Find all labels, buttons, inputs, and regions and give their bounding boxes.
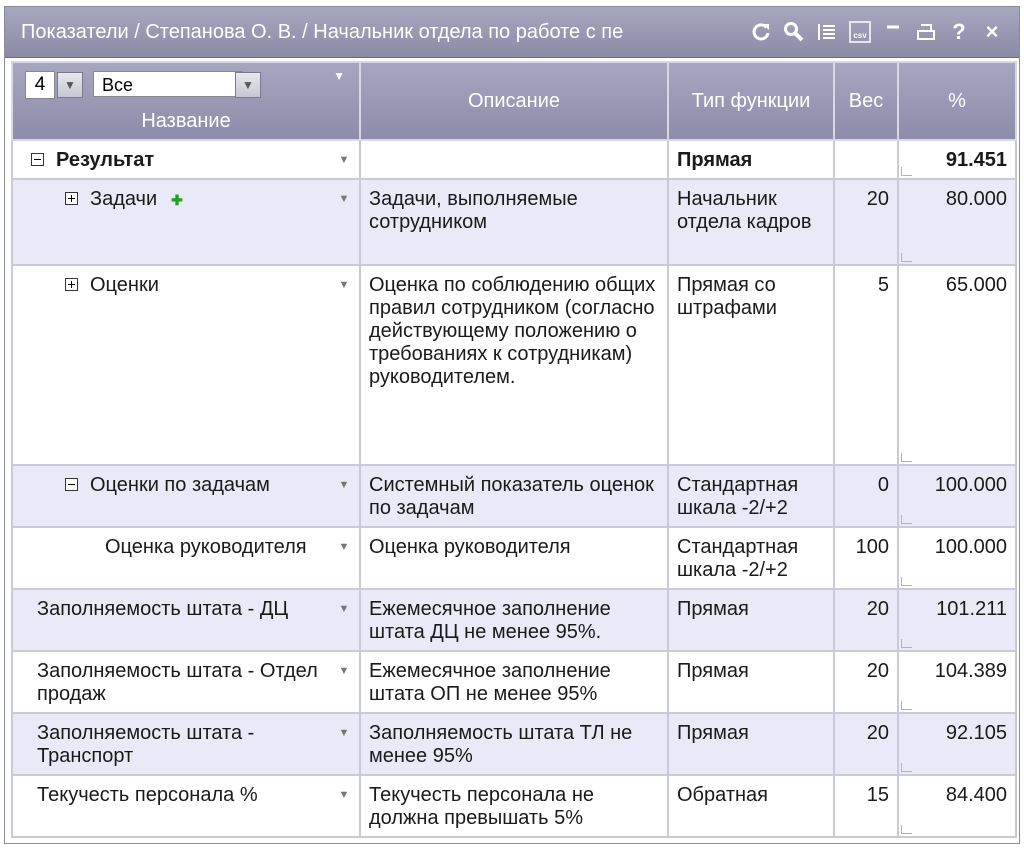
row-name: Заполняемость штата - ДЦ — [37, 598, 289, 620]
percent-value: 101.211 — [936, 598, 1007, 620]
filter-select[interactable]: Все — [93, 71, 243, 97]
resize-handle-icon — [901, 167, 912, 176]
weight-cell[interactable]: 20 — [834, 179, 898, 265]
percent-cell[interactable] — [898, 140, 1016, 179]
minimize-icon[interactable] — [878, 17, 908, 47]
description-cell: Системный показатель оценок по задачам — [360, 465, 668, 527]
row-name: Заполняемость штата - Отдел продаж — [37, 660, 318, 705]
description-cell: Ежемесячное заполнение штата ОП не менее 95% — [360, 651, 668, 713]
column-menu-icon[interactable]: ▼ — [333, 69, 345, 83]
percent-value: 91.451 — [945, 149, 1007, 171]
level-dropdown-icon[interactable]: ▼ — [57, 72, 83, 98]
row-name: Заполняемость штата - Транспорт — [37, 722, 255, 767]
resize-handle-icon — [901, 639, 912, 648]
weight-cell[interactable]: 20 — [834, 651, 898, 713]
row-name: Оценки — [90, 274, 159, 296]
function-type-cell: Прямая — [668, 589, 834, 651]
table-row[interactable] — [12, 465, 1016, 527]
table-row[interactable] — [12, 179, 1016, 265]
description-cell: Оценка по соблюдению общих правил сотрудником (согласно действующему положению о требованиях к сотрудникам) руководителем. — [360, 265, 668, 465]
column-header-weight[interactable]: Вес — [834, 62, 898, 140]
resize-handle-icon — [901, 453, 912, 462]
row-menu-icon[interactable]: ▼ — [338, 727, 350, 739]
weight-cell[interactable]: 5 — [834, 265, 898, 465]
column-header-percent[interactable]: % — [898, 62, 1016, 140]
row-name: Оценка руководителя — [105, 536, 307, 558]
percent-value: 100.000 — [934, 474, 1007, 496]
function-type-cell: Обратная — [668, 775, 834, 837]
table-row[interactable] — [12, 651, 1016, 713]
add-icon[interactable]: ✚ — [171, 192, 183, 208]
row-name: Текучесть персонала % — [37, 784, 258, 806]
table-row[interactable] — [12, 140, 1016, 179]
percent-cell[interactable] — [898, 179, 1016, 265]
table-row[interactable] — [12, 775, 1016, 837]
help-icon[interactable]: ? — [952, 19, 966, 44]
column-header-function-type[interactable]: Тип функции — [668, 62, 834, 140]
name-cell[interactable] — [12, 179, 360, 265]
expand-icon[interactable] — [65, 278, 78, 291]
description-cell — [360, 140, 668, 179]
row-menu-icon[interactable]: ▼ — [338, 154, 350, 166]
resize-handle-icon — [901, 253, 912, 262]
row-menu-icon[interactable]: ▼ — [338, 603, 350, 615]
weight-cell[interactable]: 0 — [834, 465, 898, 527]
percent-cell[interactable] — [898, 465, 1016, 527]
resize-handle-icon — [901, 825, 912, 834]
function-type-cell: Прямая — [668, 713, 834, 775]
description-cell: Текучесть персонала не должна превышать 5% — [360, 775, 668, 837]
description-cell: Оценка руководителя — [360, 527, 668, 589]
percent-value: 92.105 — [945, 722, 1007, 744]
close-icon[interactable]: × — [985, 19, 999, 44]
print-icon[interactable] — [911, 17, 941, 47]
weight-cell[interactable]: 100 — [834, 527, 898, 589]
percent-cell[interactable] — [898, 589, 1016, 651]
header-row — [12, 62, 1016, 140]
list-icon[interactable] — [812, 17, 842, 47]
description-cell: Задачи, выполняемые сотрудником — [360, 179, 668, 265]
row-menu-icon[interactable]: ▼ — [338, 479, 350, 491]
percent-cell[interactable] — [898, 651, 1016, 713]
percent-value: 100.000 — [934, 536, 1007, 558]
name-cell[interactable] — [12, 465, 360, 527]
csv-icon[interactable] — [845, 17, 875, 47]
percent-cell[interactable] — [898, 265, 1016, 465]
indicators-window — [4, 6, 1020, 844]
table-row[interactable] — [12, 713, 1016, 775]
percent-value: 104.389 — [934, 660, 1007, 682]
row-menu-icon[interactable]: ▼ — [338, 279, 350, 291]
name-cell[interactable] — [12, 527, 360, 589]
name-cell[interactable] — [12, 265, 360, 465]
function-type-cell: Начальник отдела кадров — [668, 179, 834, 265]
name-cell[interactable] — [12, 140, 360, 179]
title-bar — [5, 7, 1019, 58]
svg-text:csv: csv — [853, 31, 867, 40]
weight-cell[interactable]: 20 — [834, 589, 898, 651]
table-row[interactable] — [12, 527, 1016, 589]
table-row[interactable] — [12, 589, 1016, 651]
window-title: Показатели / Степанова О. В. / Начальник отдела по работе с пе — [21, 20, 624, 43]
function-type-cell: Прямая — [668, 651, 834, 713]
percent-cell[interactable] — [898, 713, 1016, 775]
name-cell[interactable] — [12, 589, 360, 651]
percent-value: 84.400 — [945, 784, 1007, 806]
row-name — [90, 188, 333, 211]
percent-value: 80.000 — [945, 188, 1007, 210]
table-row[interactable] — [12, 265, 1016, 465]
row-menu-icon[interactable]: ▼ — [338, 193, 350, 205]
toolbar — [743, 17, 1019, 47]
collapse-icon[interactable] — [65, 478, 78, 491]
collapse-icon[interactable] — [31, 153, 44, 166]
weight-cell[interactable]: 20 — [834, 713, 898, 775]
name-header-label[interactable]: Название — [141, 110, 231, 132]
name-cell[interactable] — [12, 713, 360, 775]
percent-cell[interactable] — [898, 527, 1016, 589]
expand-icon[interactable] — [65, 192, 78, 205]
function-type-cell: Стандартная шкала -2/+2 — [668, 527, 834, 589]
row-name: Результат — [56, 149, 155, 171]
percent-value: 65.000 — [945, 274, 1007, 296]
search-icon[interactable] — [779, 17, 809, 47]
function-type-cell: Стандартная шкала -2/+2 — [668, 465, 834, 527]
row-menu-icon[interactable]: ▼ — [338, 665, 350, 677]
filter-dropdown-icon[interactable]: ▼ — [235, 72, 261, 98]
resize-handle-icon — [901, 515, 912, 524]
row-name-text: Задачи — [90, 188, 158, 210]
weight-cell[interactable]: 15 — [834, 775, 898, 837]
function-type-cell: Прямая — [668, 140, 834, 179]
weight-cell[interactable] — [834, 140, 898, 179]
indicators-table — [11, 61, 1015, 838]
row-menu-icon[interactable]: ▼ — [338, 541, 350, 553]
percent-cell[interactable] — [898, 775, 1016, 837]
name-cell[interactable] — [12, 775, 360, 837]
row-menu-icon[interactable]: ▼ — [338, 789, 350, 801]
row-name: Оценки по задачам — [90, 474, 270, 496]
level-select[interactable]: 4 — [25, 71, 55, 99]
resize-handle-icon — [901, 701, 912, 710]
description-cell: Ежемесячное заполнение штата ДЦ не менее 95%. — [360, 589, 668, 651]
function-type-cell: Прямая со штрафами — [668, 265, 834, 465]
description-cell: Заполняемость штата ТЛ не менее 95% — [360, 713, 668, 775]
name-cell[interactable] — [12, 651, 360, 713]
column-header-description[interactable]: Описание — [360, 62, 668, 140]
column-header-name — [12, 62, 360, 140]
resize-handle-icon — [901, 763, 912, 772]
resize-handle-icon — [901, 577, 912, 586]
refresh-icon[interactable] — [746, 17, 776, 47]
